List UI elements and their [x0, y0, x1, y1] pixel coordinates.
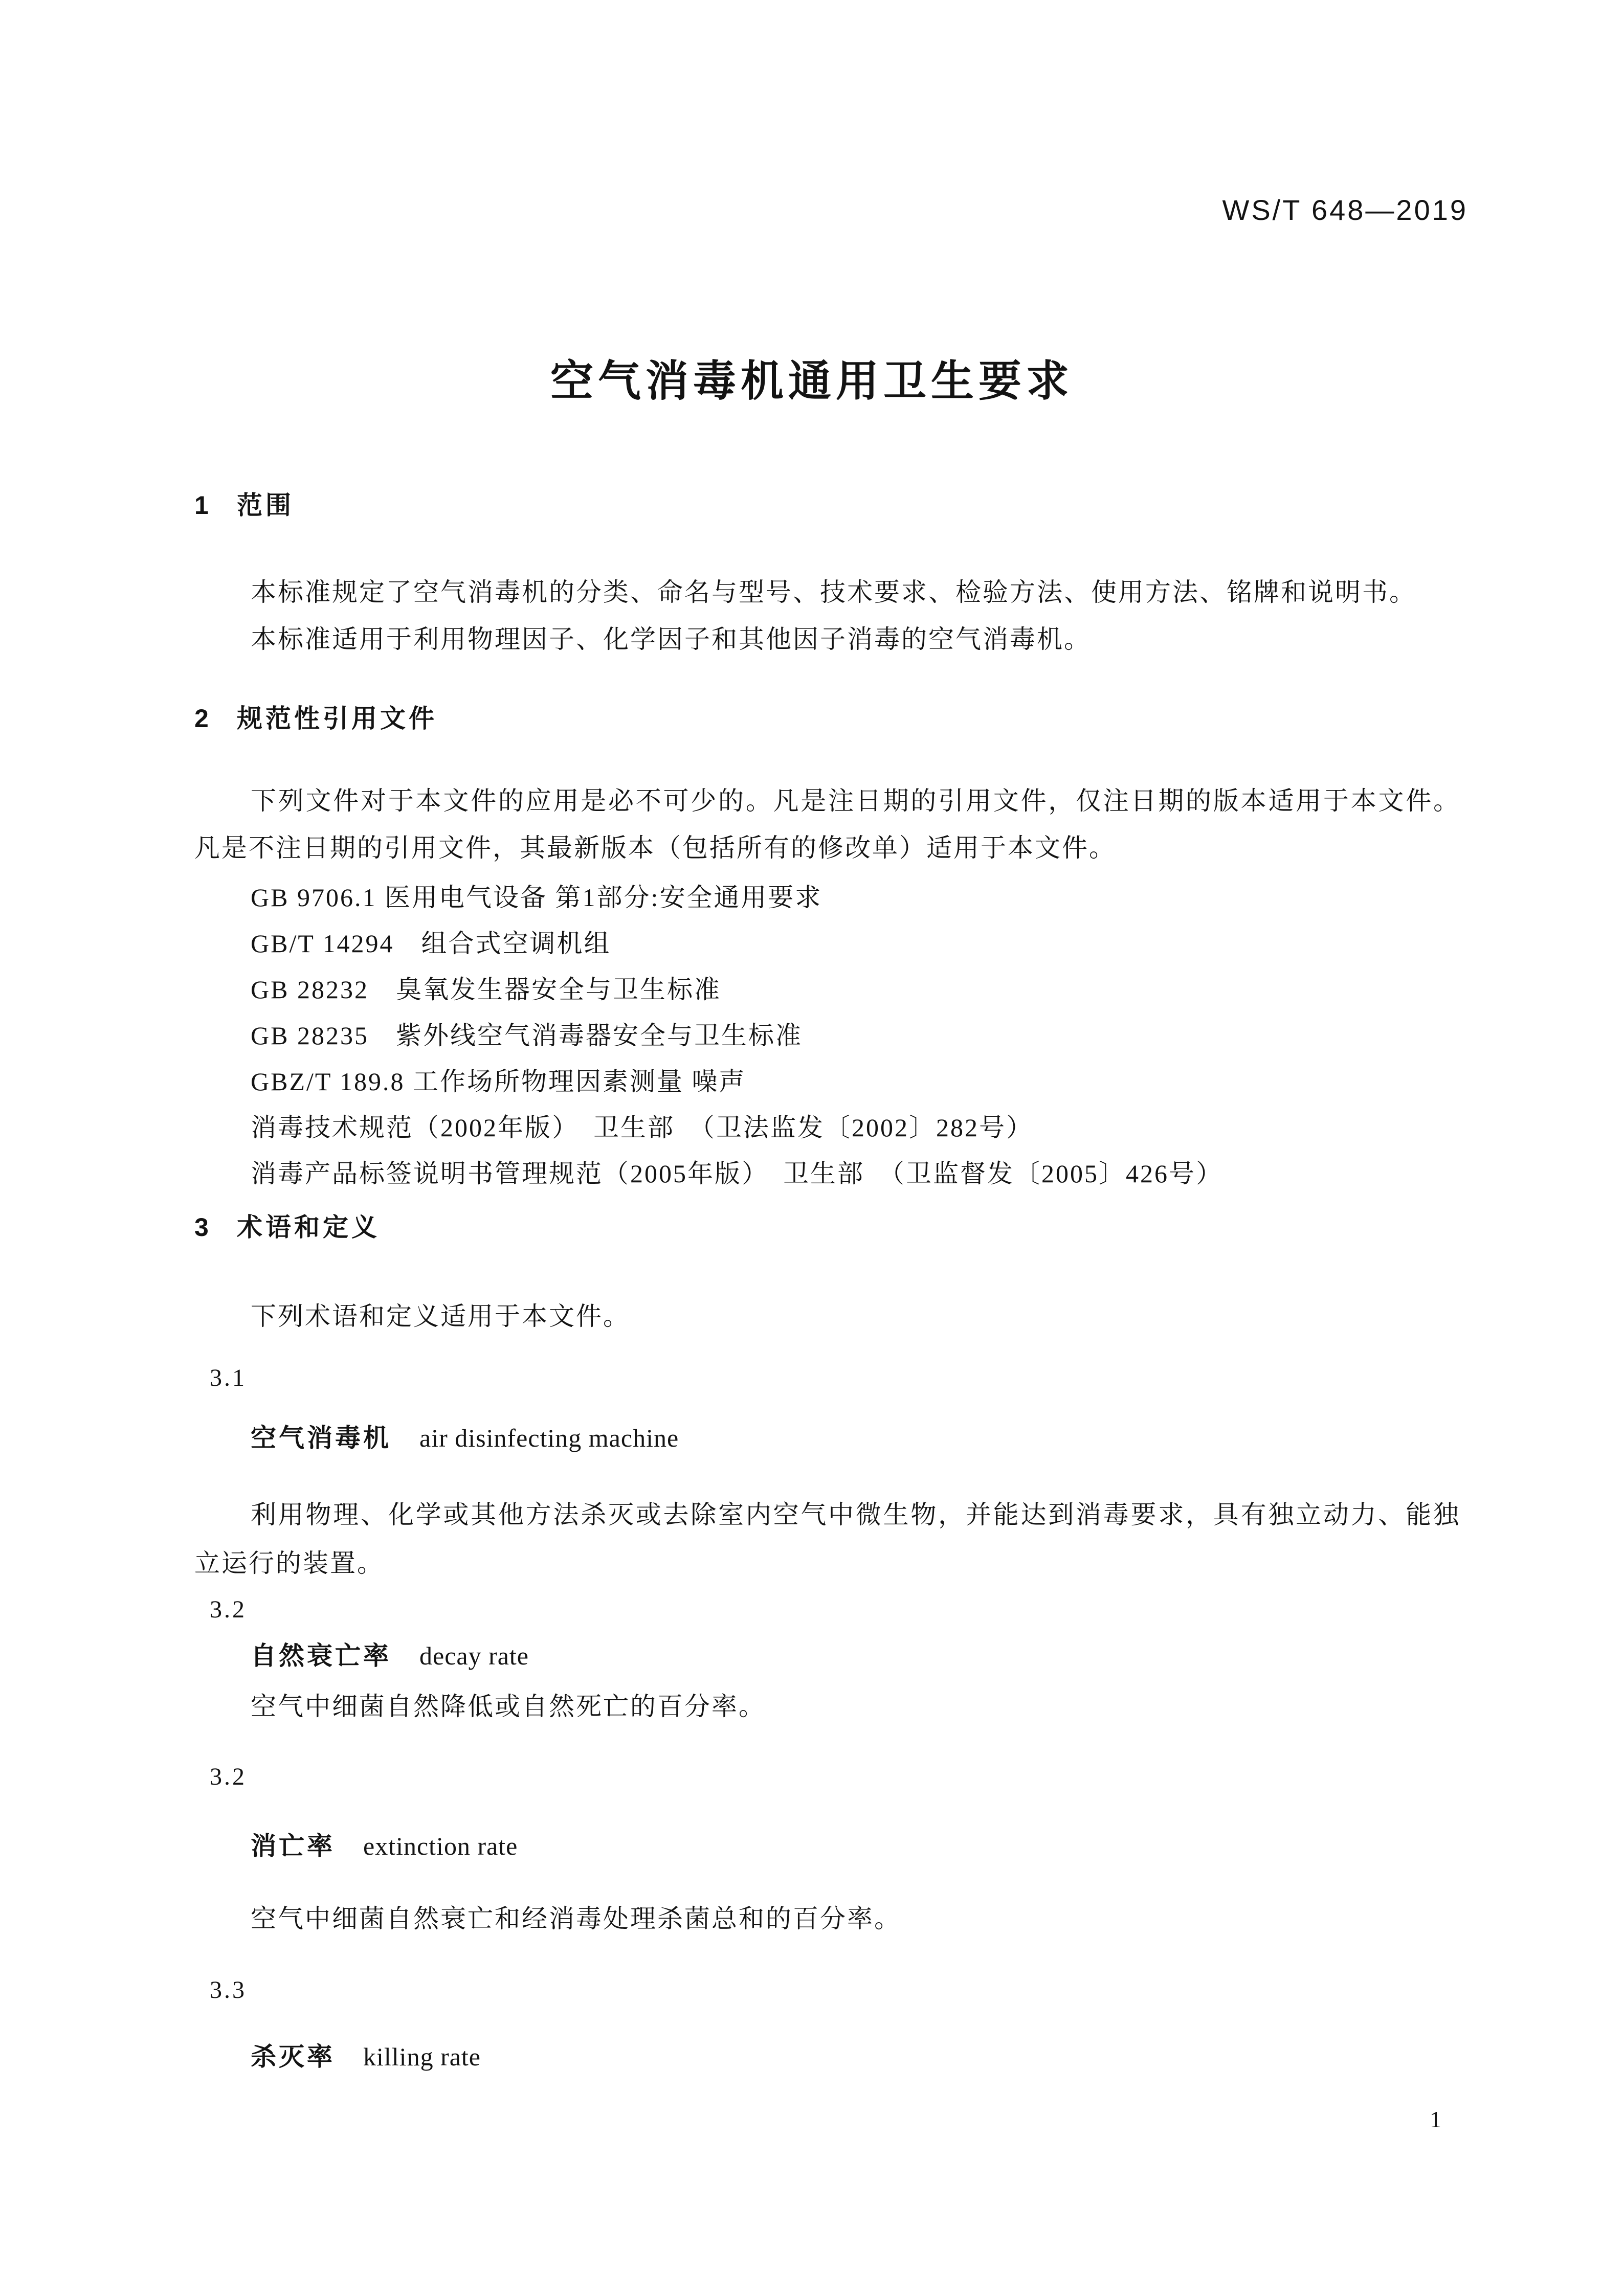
term-4-zh: 杀灭率: [251, 2042, 335, 2071]
section-1-body: [194, 569, 1460, 663]
terms-intro-block: [194, 1293, 1460, 1340]
reference-item: GB 28232 臭氧发生器安全与卫生标准: [251, 975, 721, 1004]
section-3-number: 3: [194, 1213, 209, 1242]
term-2-zh: 自然衰亡率: [251, 1641, 391, 1670]
terms-intro: 下列术语和定义适用于本文件。: [251, 1302, 630, 1331]
term-3-definition-block: [194, 1895, 1460, 1943]
term-4-en: killing rate: [363, 2042, 481, 2071]
reference-item: GB 9706.1 医用电气设备 第1部分:安全通用要求: [251, 883, 822, 912]
section-2-title: 规范性引用文件: [237, 704, 437, 733]
standard-number: WS/T 648—2019: [1222, 194, 1468, 226]
term-3-number: 3.2: [210, 1763, 247, 1790]
term-2-number: 3.2: [210, 1596, 247, 1623]
reference-item: 消毒技术规范（2002年版） 卫生部 （卫法监发〔2002〕282号）: [251, 1113, 1033, 1142]
section-1-heading: [194, 490, 294, 521]
term-1-line: [251, 1423, 679, 1460]
term-3-en: extinction rate: [363, 1832, 518, 1860]
reference-item: GB 28235 紫外线空气消毒器安全与卫生标准: [251, 1021, 803, 1050]
document-title: 空气消毒机通用卫生要求: [550, 357, 1074, 405]
term-4-number: 3.3: [210, 1976, 247, 2004]
section-1-number: 1: [194, 491, 209, 520]
term-2-line: [251, 1640, 529, 1678]
section-2-number: 2: [194, 704, 209, 733]
scope-paragraph-1: 本标准规定了空气消毒机的分类、命名与型号、技术要求、检验方法、使用方法、铭牌和说明书。: [251, 578, 1416, 606]
term-2-en: decay rate: [419, 1641, 529, 1670]
term-1-definition: 利用物理、化学或其他方法杀灭或去除室内空气中微生物，并能达到消毒要求，具有独立动力、能独立运行的装置。: [194, 1500, 1460, 1578]
term-2-definition-block: [194, 1682, 1460, 1731]
term-1-zh: 空气消毒机: [251, 1424, 391, 1452]
section-3-title: 术语和定义: [237, 1213, 380, 1242]
term-3-definition: 空气中细菌自然衰亡和经消毒处理杀菌总和的百分率。: [251, 1904, 901, 1933]
term-3-line: [251, 1831, 518, 1868]
section-2-heading: [194, 703, 437, 734]
section-1-title: 范围: [237, 491, 294, 520]
reference-item: 消毒产品标签说明书管理规范（2005年版） 卫生部 （卫监督发〔2005〕426号）: [251, 1159, 1223, 1188]
references-list: [194, 874, 1460, 1197]
term-1-en: air disinfecting machine: [419, 1424, 679, 1452]
section-3-heading: [194, 1212, 380, 1243]
term-1-definition-block: [194, 1491, 1460, 1588]
term-2-definition: 空气中细菌自然降低或自然死亡的百分率。: [251, 1692, 766, 1721]
reference-item: GB/T 14294 组合式空调机组: [251, 929, 611, 958]
references-intro: 下列文件对于本文件的应用是必不可少的。凡是注日期的引用文件，仅注日期的版本适用于本文件。凡是不注日期的引用文件，其最新版本（包括所有的修改单）适用于本文件。: [194, 786, 1460, 862]
term-4-line: [251, 2041, 481, 2079]
term-1-number: 3.1: [210, 1364, 247, 1391]
page-number: 1: [1430, 2106, 1441, 2132]
section-2-body: [194, 777, 1460, 1197]
scope-paragraph-2: 本标准适用于利用物理因子、化学因子和其他因子消毒的空气消毒机。: [251, 625, 1091, 654]
reference-item: GBZ/T 189.8 工作场所物理因素测量 噪声: [251, 1067, 746, 1096]
term-3-zh: 消亡率: [251, 1832, 335, 1860]
